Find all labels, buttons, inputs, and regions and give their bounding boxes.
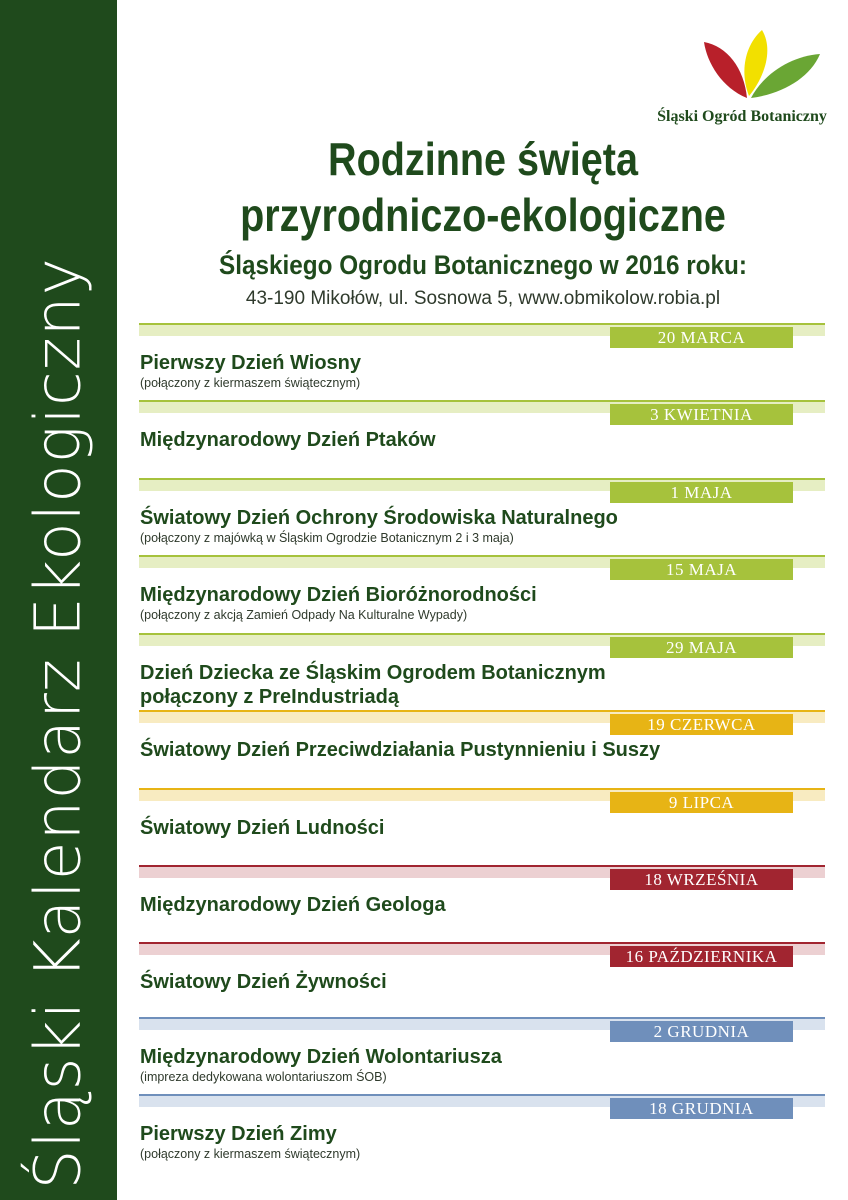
event-name: [140, 893, 780, 917]
event-name-line: Międzynarodowy Dzień Geologa: [140, 894, 446, 916]
garden-logo: [652, 28, 832, 138]
event-name-line: Światowy Dzień Ochrony Środowiska Naturalnego: [140, 507, 618, 529]
event-name-line: Międzynarodowy Dzień Wolontariusza: [140, 1046, 502, 1068]
event-name-line: Dzień Dziecka ze Śląskim Ogrodem Botanicznym: [140, 662, 606, 684]
event-name: [140, 970, 780, 994]
event-name-line: Pierwszy Dzień Wiosny: [140, 352, 361, 374]
event-date: 15 MAJA: [610, 559, 793, 580]
event-row: [0, 323, 848, 401]
event-date: 18 WRZEŚNIA: [610, 869, 793, 890]
address: 43-190 Mikołów, ul. Sosnowa 5, www.obmikolow.robia.pl: [245, 288, 721, 309]
event-name: [140, 506, 780, 530]
event-row: [0, 1017, 848, 1095]
event-date: 29 MAJA: [610, 637, 793, 658]
event-name: [140, 661, 780, 709]
event-row: [0, 478, 848, 556]
event-name: [140, 428, 780, 452]
event-date: 1 MAJA: [610, 482, 793, 503]
event-date: 16 PAŹDZIERNIKA: [610, 946, 793, 967]
event-name: [140, 1045, 780, 1069]
event-row: [0, 1094, 848, 1172]
event-row: [0, 710, 848, 788]
event-name-line: Światowy Dzień Ludności: [140, 817, 385, 839]
event-date: 3 KWIETNIA: [610, 404, 793, 425]
event-name-line: Pierwszy Dzień Zimy: [140, 1123, 337, 1145]
event-name-line-2: połączony z PreIndustriadą: [140, 686, 399, 708]
event-name-line: Światowy Dzień Przeciwdziałania Pustynnieniu i Suszy: [140, 739, 661, 761]
event-date: 2 GRUDNIA: [610, 1021, 793, 1042]
leaves-icon: [652, 28, 832, 108]
event-row: [0, 555, 848, 633]
event-note: (połączony z akcją Zamień Odpady Na Kulturalne Wypady): [140, 608, 468, 622]
event-note: (połączony z kiermaszem świątecznym): [140, 1147, 361, 1161]
event-date: 20 MARCA: [610, 327, 793, 348]
event-row: [0, 400, 848, 478]
event-name: [140, 351, 780, 375]
event-note: (połączony z majówką w Śląskim Ogrodzie Botanicznym 2 i 3 maja): [140, 531, 514, 545]
event-name-line: Międzynarodowy Dzień Bioróżnorodności: [140, 584, 537, 606]
event-name: [140, 1122, 780, 1146]
event-date: 9 LIPCA: [610, 792, 793, 813]
title-line-1: Rodzinne święta: [328, 133, 638, 185]
event-note: (połączony z kiermaszem świątecznym): [140, 376, 361, 390]
event-date: 18 GRUDNIA: [610, 1098, 793, 1119]
event-name-line: Międzynarodowy Dzień Ptaków: [140, 429, 436, 451]
sidebar-title: Śląski Kalendarz Ekologiczny: [21, 257, 95, 1190]
event-name-line: Światowy Dzień Żywności: [140, 971, 387, 993]
subtitle: Śląskiego Ogrodu Botanicznego w 2016 roku:: [219, 250, 747, 280]
event-row: [0, 633, 848, 711]
event-name: [140, 816, 780, 840]
event-date: 19 CZERWCA: [610, 714, 793, 735]
event-name: [140, 738, 780, 762]
logo-text: Śląski Ogród Botaniczny: [657, 108, 827, 125]
event-row: [0, 942, 848, 1020]
event-name: [140, 583, 780, 607]
event-row: [0, 788, 848, 866]
event-note: (impreza dedykowana wolontariuszom ŚOB): [140, 1070, 387, 1084]
event-row: [0, 865, 848, 943]
title-line-2: przyrodniczo-ekologiczne: [240, 189, 726, 241]
